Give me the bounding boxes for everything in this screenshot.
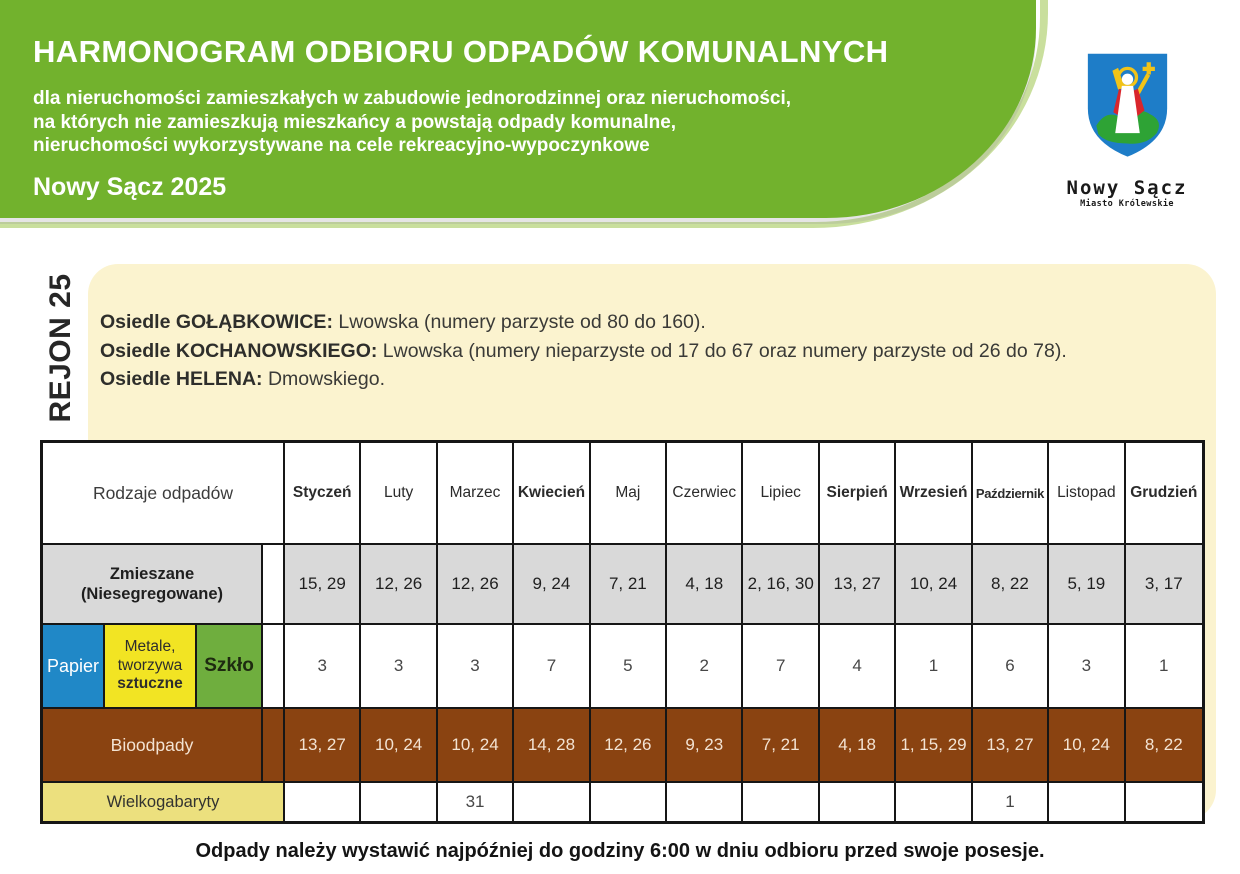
bulky-waste-label: Wielkogabaryty	[43, 783, 285, 821]
mixed-dates-listopad: 5, 19	[1049, 545, 1125, 625]
edition-label: Nowy Sącz 2025	[33, 172, 227, 201]
area-description: Lwowska (numery parzyste od 80 do 160).	[338, 311, 706, 333]
month-header-listopad: Listopad	[1049, 443, 1125, 545]
segregated-dates-lipiec: 7	[743, 625, 819, 709]
bio-dates-styczen: 13, 27	[285, 709, 361, 783]
bulky-dates-marzec: 31	[438, 783, 514, 821]
bulky-dates-lipiec	[743, 783, 819, 821]
metal-label-line3: sztuczne	[117, 675, 183, 693]
bulky-dates-maj	[591, 783, 667, 821]
segregated-dates-listopad: 3	[1049, 625, 1125, 709]
month-header-kwiecien: Kwiecień	[514, 443, 590, 545]
month-header-styczen: Styczeń	[285, 443, 361, 545]
area-description: Lwowska (numery nieparzyste od 17 do 67 oraz numery parzyste od 26 do 78).	[382, 339, 1067, 362]
mixed-dates-maj: 7, 21	[591, 545, 667, 625]
bio-dates-lipiec: 7, 21	[743, 709, 819, 783]
segregated-dates-maj: 5	[591, 625, 667, 709]
bio-dates-kwiecien: 14, 28	[514, 709, 590, 783]
mixed-waste-label	[43, 545, 263, 625]
city-logo	[1062, 50, 1192, 209]
paper-label: Papier	[43, 625, 105, 709]
region-areas	[100, 308, 1210, 394]
mixed-dates-lipiec: 2, 16, 30	[743, 545, 819, 625]
segregated-dates-luty: 3	[361, 625, 437, 709]
mixed-dates-marzec: 12, 26	[438, 545, 514, 625]
label-gutter	[263, 545, 285, 625]
bulky-dates-kwiecien	[514, 783, 590, 821]
mixed-dates-kwiecien: 9, 24	[514, 545, 590, 625]
mixed-dates-luty: 12, 26	[361, 545, 437, 625]
mixed-dates-czerwiec: 4, 18	[667, 545, 743, 625]
mixed-dates-wrzesien: 10, 24	[896, 545, 972, 625]
page-subtitle	[33, 87, 1036, 158]
bio-waste-label: Bioodpady	[43, 709, 263, 783]
label-gutter	[263, 709, 285, 783]
area-description: Dmowskiego.	[267, 368, 386, 390]
bulky-dates-styczen	[285, 783, 361, 821]
month-header-grudzien: Grudzień	[1126, 443, 1202, 545]
bulky-dates-pazdziernik: 1	[973, 783, 1049, 821]
bio-dates-grudzien: 8, 22	[1126, 709, 1202, 783]
header-banner	[0, 0, 1036, 218]
segregated-dates-wrzesien: 1	[896, 625, 972, 709]
area-name: Osiedle GOŁĄBKOWICE:	[100, 311, 333, 333]
subtitle-line: dla nieruchomości zamieszkałych w zabudowie jednorodzinnej oraz nieruchomości,	[33, 88, 792, 109]
metal-label-line1: Metale,	[124, 638, 176, 656]
segregated-dates-grudzien: 1	[1126, 625, 1202, 709]
mixed-dates-styczen: 15, 29	[285, 545, 361, 625]
bio-dates-listopad: 10, 24	[1049, 709, 1125, 783]
waste-types-header: Rodzaje odpadów	[43, 443, 285, 545]
coat-of-arms-icon	[1080, 50, 1175, 168]
segregated-dates-styczen: 3	[285, 625, 361, 709]
logo-tagline: Miasto Królewskie	[1080, 199, 1174, 209]
subtitle-line: na których nie zamieszkują mieszkańcy a powstają odpady komunalne,	[33, 111, 677, 133]
month-header-wrzesien: Wrzesień	[896, 443, 972, 545]
bio-dates-marzec: 10, 24	[438, 709, 514, 783]
subtitle-line: nieruchomości wykorzystywane na cele rekreacyjno-wypoczynkowe	[33, 135, 650, 156]
month-header-marzec: Marzec	[438, 443, 514, 545]
month-header-luty: Luty	[361, 443, 437, 545]
label-gutter	[263, 625, 285, 709]
bio-dates-sierpien: 4, 18	[820, 709, 896, 783]
bulky-dates-wrzesien	[896, 783, 972, 821]
bulky-dates-sierpien	[820, 783, 896, 821]
bio-dates-pazdziernik: 13, 27	[973, 709, 1049, 783]
month-header-lipiec: Lipiec	[743, 443, 819, 545]
page-title: HARMONOGRAM ODBIORU ODPADÓW KOMUNALNYCH	[33, 34, 889, 69]
segregated-dates-czerwiec: 2	[667, 625, 743, 709]
segregated-dates-kwiecien: 7	[514, 625, 590, 709]
metal-plastic-label	[105, 625, 197, 709]
collection-time-note: Odpady należy wystawić najpóźniej do godziny 6:00 w dniu odbioru przed swoje posesje.	[195, 840, 1045, 862]
bulky-dates-grudzien	[1126, 783, 1202, 821]
bulky-dates-luty	[361, 783, 437, 821]
area-line	[100, 308, 1210, 337]
segregated-dates-sierpien: 4	[820, 625, 896, 709]
bio-dates-maj: 12, 26	[591, 709, 667, 783]
month-header-sierpien: Sierpień	[820, 443, 896, 545]
bulky-dates-listopad	[1049, 783, 1125, 821]
month-header-pazdziernik: Październik	[973, 443, 1049, 545]
mixed-waste-label-line2: (Niesegregowane)	[80, 585, 224, 603]
area-line	[100, 365, 1210, 394]
bio-dates-luty: 10, 24	[361, 709, 437, 783]
month-header-czerwiec: Czerwiec	[667, 443, 743, 545]
bulky-dates-czerwiec	[667, 783, 743, 821]
glass-label: Szkło	[197, 625, 263, 709]
metal-label-line2: tworzywa	[117, 656, 183, 674]
mixed-dates-sierpien: 13, 27	[820, 545, 896, 625]
mixed-waste-label-line1: Zmieszane	[109, 565, 195, 583]
segregated-dates-pazdziernik: 6	[973, 625, 1049, 709]
bio-dates-wrzesien: 1, 15, 29	[896, 709, 972, 783]
area-line	[100, 337, 1210, 366]
schedule-table	[40, 440, 1205, 824]
mixed-dates-pazdziernik: 8, 22	[973, 545, 1049, 625]
logo-city-name: Nowy Sącz	[1066, 177, 1188, 199]
region-label: REJON 25	[44, 273, 77, 423]
mixed-dates-grudzien: 3, 17	[1126, 545, 1202, 625]
bio-dates-czerwiec: 9, 23	[667, 709, 743, 783]
month-header-maj: Maj	[591, 443, 667, 545]
segregated-dates-marzec: 3	[438, 625, 514, 709]
area-name: Osiedle KOCHANOWSKIEGO:	[100, 339, 378, 362]
area-name: Osiedle HELENA:	[100, 368, 263, 390]
